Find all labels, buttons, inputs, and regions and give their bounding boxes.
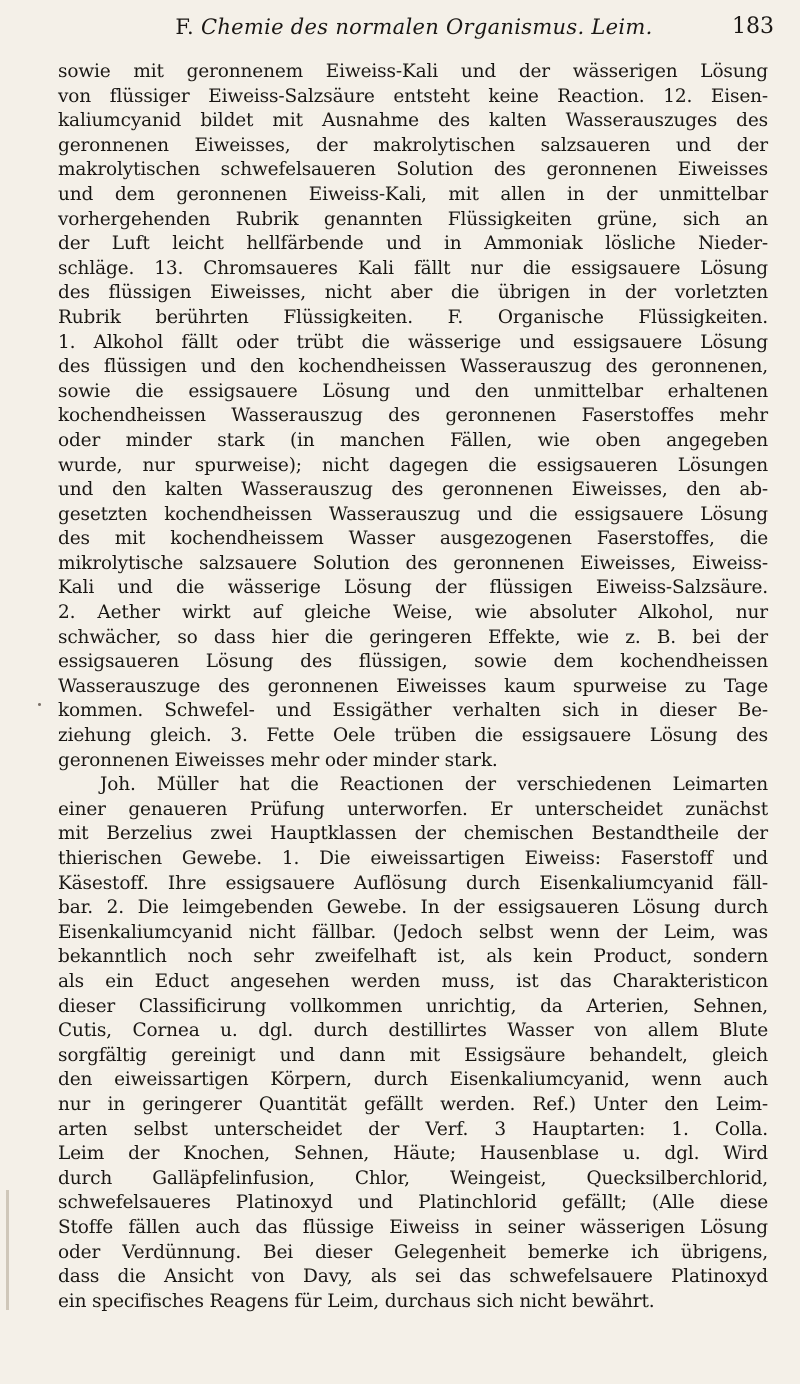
text-line: dass die Ansicht von Davy, als sei das schwefelsauere Platinoxyd	[58, 1266, 768, 1288]
text-line: sorgfältig gereinigt und dann mit Essigsäure behandelt, gleich	[58, 1044, 768, 1066]
text-line: makrolytischen schwefelsaueren Solution des geronnenen Eiweisses	[58, 159, 768, 181]
text-line: sowie die essigsauere Lösung und den unmittelbar erhaltenen	[58, 380, 768, 402]
text-line: schwefelsaueres Platinoxyd und Platinchlorid gefällt; (Alle diese	[58, 1192, 768, 1214]
text-line: kochendheissen Wasserauszug des geronnenen Faserstoffes mehr	[58, 405, 768, 427]
text-line: einer genaueren Prüfung unterworfen. Er unterscheidet zunächst	[58, 798, 768, 820]
text-line: Rubrik berührten Flüssigkeiten. F. Organische Flüssigkeiten.	[58, 306, 768, 328]
margin-shadow	[6, 1190, 9, 1310]
text-line: mit Berzelius zwei Hauptklassen der chemischen Bestandtheile der	[58, 823, 768, 845]
text-line: ein specifisches Reagens für Leim, durchaus sich nicht bewährt.	[58, 1290, 655, 1312]
text-line: Käsestoff. Ihre essigsauere Auflösung durch Eisenkaliumcyanid fäll-	[58, 872, 768, 894]
text-line: von flüssiger Eiweiss-Salzsäure entsteht keine Reaction. 12. Eisen-	[58, 85, 768, 107]
text-line: Stoffe fällen auch das flüssige Eiweiss in seiner wässerigen Lösung	[58, 1216, 768, 1238]
text-line: des mit kochendheissem Wasser ausgezogenen Faserstoffes, die	[58, 528, 768, 550]
text-line: nur in geringerer Quantität gefällt werden. Ref.) Unter den Leim-	[58, 1093, 768, 1115]
text-line: und dem geronnenen Eiweiss-Kali, mit allen in der unmittelbar	[58, 183, 768, 205]
text-line: wurde, nur spurweise); nicht dagegen die essigsaueren Lösungen	[58, 454, 768, 476]
text-line: der Luft leicht hellfärbende und in Ammoniak lösliche Nieder-	[58, 233, 768, 255]
text-line: des flüssigen und den kochendheissen Wasserauszug des geronnenen,	[58, 356, 768, 378]
text-line: den eiweissartigen Körpern, durch Eisenkaliumcyanid, wenn auch	[58, 1069, 768, 1091]
text-line: dieser Classificirung vollkommen unrichtig, da Arterien, Sehnen,	[58, 995, 768, 1017]
page-header	[54, 10, 774, 46]
text-line: essigsaueren Lösung des flüssigen, sowie dem kochendheissen	[58, 651, 768, 673]
text-line: Leim der Knochen, Sehnen, Häute; Hausenblase u. dgl. Wird	[58, 1143, 768, 1165]
text-line: Kali und die wässerige Lösung der flüssigen Eiweiss-Salzsäure.	[58, 577, 768, 599]
text-line: arten selbst unterscheidet der Verf. 3 Hauptarten: 1. Colla.	[58, 1118, 768, 1140]
text-line: kaliumcyanid bildet mit Ausnahme des kalten Wasserauszuges des	[58, 110, 768, 132]
text-line: schwächer, so dass hier die geringeren Effekte, wie z. B. bei der	[58, 626, 768, 648]
page-number: 183	[732, 14, 774, 39]
text-line: des flüssigen Eiweisses, nicht aber die übrigen in der vorletzten	[58, 282, 768, 304]
text-line: 2. Aether wirkt auf gleiche Weise, wie absoluter Alkohol, nur	[58, 602, 768, 624]
text-line: sowie mit geronnenem Eiweiss-Kali und der wässerigen Lösung	[58, 61, 768, 82]
text-line: als ein Educt angesehen werden muss, ist das Charakteristicon	[58, 970, 768, 992]
margin-dot	[38, 703, 41, 706]
text-line: bar. 2. Die leimgebenden Gewebe. In der essigsaueren Lösung durch	[58, 897, 768, 919]
body-text	[58, 60, 768, 1314]
text-line: geronnenen Eiweisses, der makrolytischen salzsaueren und der	[58, 134, 768, 156]
text-line: thierischen Gewebe. 1. Die eiweissartigen Eiweiss: Faserstoff und	[58, 848, 768, 869]
text-line: Cutis, Cornea u. dgl. durch destillirtes Wasser von allem Blute	[58, 1020, 768, 1042]
text-line: Eisenkaliumcyanid nicht fällbar. (Jedoch selbst wenn der Leim, was	[58, 921, 768, 943]
text-line: bekanntlich noch sehr zweifelhaft ist, als kein Product, sondern	[58, 946, 768, 968]
text-line: ziehung gleich. 3. Fette Oele trüben die essigsauere Lösung des	[58, 725, 768, 747]
section-prefix: F.	[175, 15, 194, 39]
text-line: 1. Alkohol fällt oder trübt die wässerige und essigsauere Lösung	[58, 331, 768, 353]
text-line: Joh. Müller hat die Reactionen der verschiedenen Leimarten	[100, 774, 768, 796]
text-line: durch Galläpfelinfusion, Chlor, Weingeist, Quecksilberchlorid,	[58, 1167, 768, 1189]
text-line: und den kalten Wasserauszug des geronnenen Eiweisses, den ab-	[58, 479, 768, 501]
text-line: oder Verdünnung. Bei dieser Gelegenheit bemerke ich übrigens,	[58, 1241, 768, 1263]
text-line: gesetzten kochendheissen Wasserauszug und die essigsauere Lösung	[58, 503, 768, 525]
text-line: oder minder stark (in manchen Fällen, wie oben angegeben	[58, 429, 768, 451]
section-title: Chemie des normalen Organismus. Leim.	[200, 15, 653, 39]
text-line: mikrolytische salzsauere Solution des geronnenen Eiweisses, Eiweiss-	[58, 552, 768, 574]
running-head	[54, 10, 774, 44]
text-line: schläge. 13. Chromsaueres Kali fällt nur die essigsauere Lösung	[58, 257, 768, 279]
text-line: vorhergehenden Rubrik genannten Flüssigkeiten grüne, sich an	[58, 208, 768, 230]
text-line: Wasserauszuge des geronnenen Eiweisses kaum spurweise zu Tage	[58, 675, 768, 697]
text-line: geronnenen Eiweisses mehr oder minder stark.	[58, 749, 498, 771]
text-line: kommen. Schwefel- und Essigäther verhalten sich in dieser Be-	[58, 700, 768, 722]
